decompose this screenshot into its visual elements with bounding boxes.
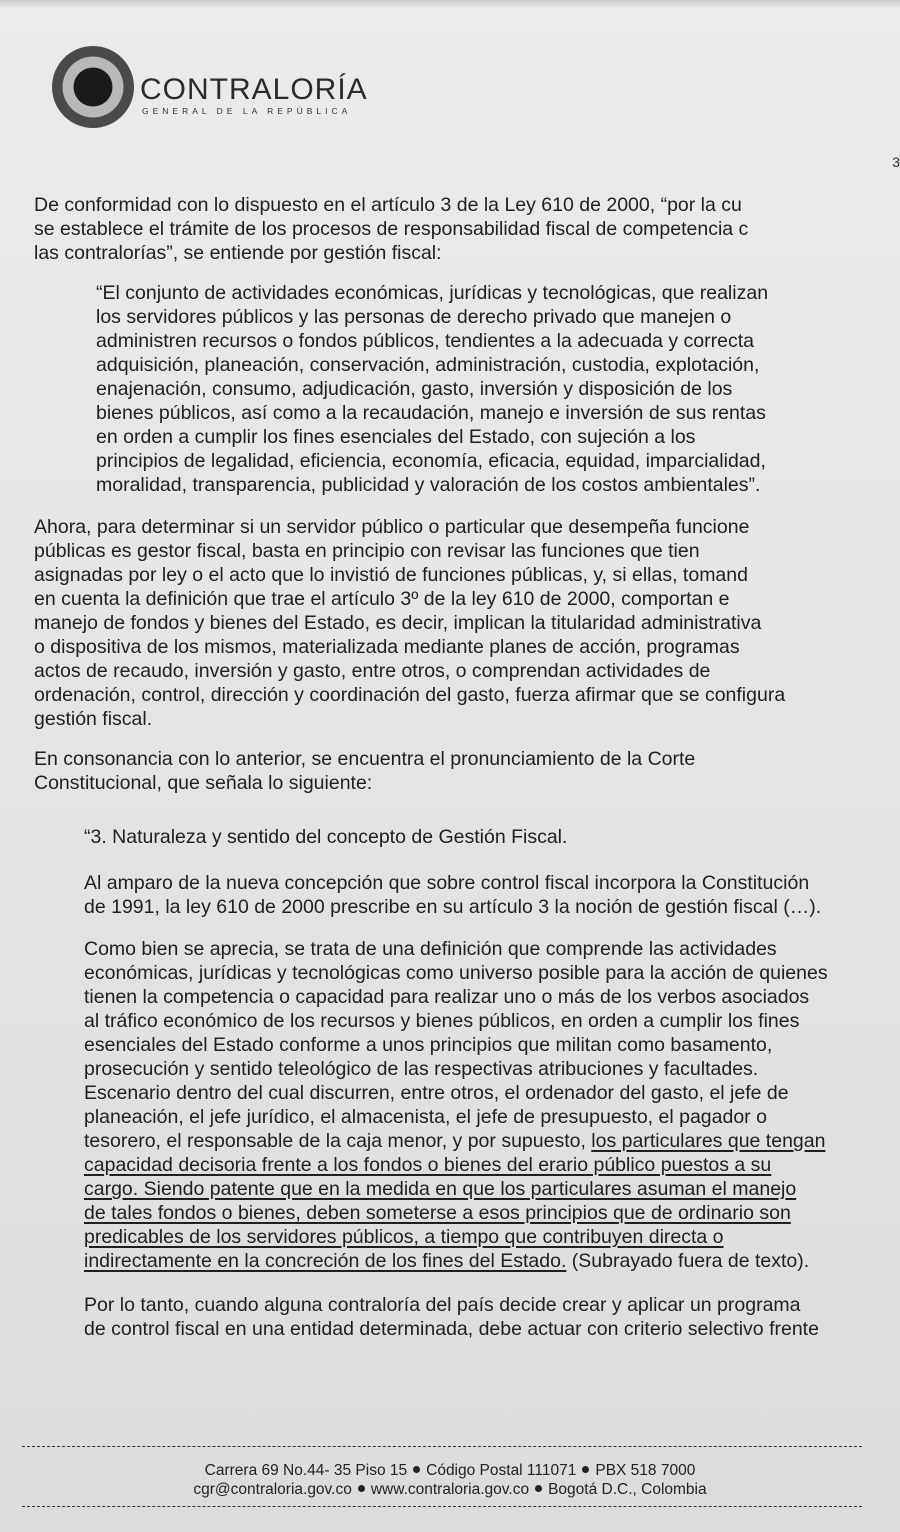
text-line: Constitucional, que señala lo siguiente: [34,772,373,794]
quote-corte [34,825,900,1341]
underlined-text: indirectamente en la concreción de los fines del Estado. [84,1250,567,1272]
text-line: Escenario dentro del cual discurren, entre otros, el ordenador del gasto, el jefe de [84,1082,789,1104]
text-line: en cuenta la definición que trae el artículo 3º de la ley 610 de 2000, comportan e [34,588,730,610]
text-line: En consonancia con lo anterior, se encuentra el pronunciamiento de la Corte [34,748,696,770]
text-line: Como bien se aprecia, se trata de una definición que comprende las actividades [84,938,777,960]
bullet-icon [535,1485,542,1492]
footer-line-1 [0,1462,900,1480]
text-line: Ahora, para determinar si un servidor público o particular que desempeña funcione [34,516,750,538]
text-line: administren recursos o fondos públicos, tendientes a la adecuada y correcta [96,330,754,352]
text-segment: tesorero, el responsable de la caja menor, y por supuesto, [84,1130,592,1152]
text-line: esenciales del Estado conforme a unos principios que militan como basamento, [84,1034,773,1056]
text-line: prosecución y sentido teleológico de las respectivas atribuciones y facultades. [84,1058,759,1080]
underlined-text: los particulares que tengan [591,1130,826,1152]
text-line: asignadas por ley o el acto que lo invistió de funciones públicas, y, si ellas, tomand [34,564,748,586]
document-body [34,193,900,1433]
text-line: De conformidad con lo dispuesto en el artículo 3 de la Ley 610 de 2000, “por la cu [34,194,742,216]
footer-email: cgr@contraloria.gov.co [193,1481,352,1498]
text-line: se establece el trámite de los procesos de responsabilidad fiscal de competencia c [34,218,749,240]
underlined-line: capacidad decisoria frente a los fondos o bienes del erario público puestos a su [84,1154,772,1176]
text-line: planeación, el jefe jurídico, el almacenista, el jefe de presupuesto, el pagador o [84,1106,767,1128]
text-line: ordenación, control, dirección y coordinación del gasto, fuerza afirmar que se configura [34,684,786,706]
text-line: manejo de fondos y bienes del Estado, es decir, implican la titularidad administrativa [34,612,762,634]
text-line: actos de recaudo, inversión y gasto, entre otros, o comprendan actividades de [34,660,711,682]
text-line: enajenación, consumo, adjudicación, gasto, inversión y disposición de los [96,378,733,400]
bullet-icon [358,1485,365,1492]
footer-divider-top [22,1446,862,1447]
text-line: adquisición, planeación, conservación, administración, custodia, explotación, [96,354,760,376]
paragraph-corte [34,747,900,795]
underlined-line: predicables de los servidores públicos, a tiempo que contribuyen directa o [84,1226,724,1248]
underlined-line: de tales fondos o bienes, deben someterse a esos principios que de ordinario son [84,1202,791,1224]
text-line: públicas es gestor fiscal, basta en principio con revisar las funciones que tien [34,540,700,562]
page-top-shadow [0,0,900,8]
text-line [84,1129,900,1153]
text-line: al tráfico económico de los recursos y bienes públicos, en orden a cumplir los fines [84,1010,800,1032]
bullet-icon [582,1466,589,1473]
text-line: o dispositiva de los mismos, materializada mediante planes de acción, programas [34,636,740,658]
text-line: gestión fiscal. [34,708,153,730]
quote-heading: “3. Naturaleza y sentido del concepto de Gestión Fiscal. [84,826,568,848]
text-line: las contralorías”, se entiende por gestión fiscal: [34,242,442,264]
contraloria-emblem-icon [52,46,134,128]
text-segment: (Subrayado fuera de texto). [566,1250,810,1272]
text-line: bienes públicos, así como a la recaudación, manejo e inversión de sus rentas [96,402,766,424]
text-line: Al amparo de la nueva concepción que sobre control fiscal incorpora la Constitución [84,872,810,894]
underlined-line: cargo. Siendo patente que en la medida en que los particulares asuman el manejo [84,1178,797,1200]
text-line: los servidores públicos y las personas de derecho privado que manejen o [96,306,732,328]
text-line: económicas, jurídicas y tecnológicas como universo posible para la acción de quienes [84,962,828,984]
text-line: “El conjunto de actividades económicas, jurídicas y tecnológicas, que realizan [96,282,769,304]
text-line: principios de legalidad, eficiencia, economía, eficacia, equidad, imparcialidad, [96,450,766,472]
text-line [84,1249,900,1273]
footer-line-2 [0,1481,900,1499]
paragraph-intro [34,193,900,265]
contraloria-logo [52,46,372,126]
text-line: en orden a cumplir los fines esenciales del Estado, con sujeción a los [96,426,696,448]
footer-phone: PBX 518 7000 [595,1462,696,1479]
bullet-icon [413,1466,420,1473]
quote-definition [34,281,900,497]
footer-web: www.contraloria.gov.co [370,1481,530,1498]
paragraph-gestor-fiscal [34,515,900,731]
text-line: moralidad, transparencia, publicidad y valoración de los costos ambientales”. [96,474,761,496]
footer-divider-bottom [22,1506,862,1507]
text-line: Por lo tanto, cuando alguna contraloría del país decide crear y aplicar un programa [84,1294,801,1316]
text-line: de control fiscal en una entidad determinada, debe actuar con criterio selectivo frente [84,1318,819,1340]
page-number: 3 [892,154,900,170]
logo-subtitle: GENERAL DE LA REPÚBLICA [142,106,352,116]
text-line: tienen la competencia o capacidad para realizar uno o más de los verbos asociados [84,986,810,1008]
footer-postal: Código Postal 111071 [426,1462,577,1479]
footer-city: Bogotá D.C., Colombia [548,1481,707,1498]
footer-address: Carrera 69 No.44- 35 Piso 15 [204,1462,408,1479]
logo-title: CONTRALORÍA [140,73,368,106]
text-line: de 1991, la ley 610 de 2000 prescribe en su artículo 3 la noción de gestión fiscal (…). [84,896,822,918]
